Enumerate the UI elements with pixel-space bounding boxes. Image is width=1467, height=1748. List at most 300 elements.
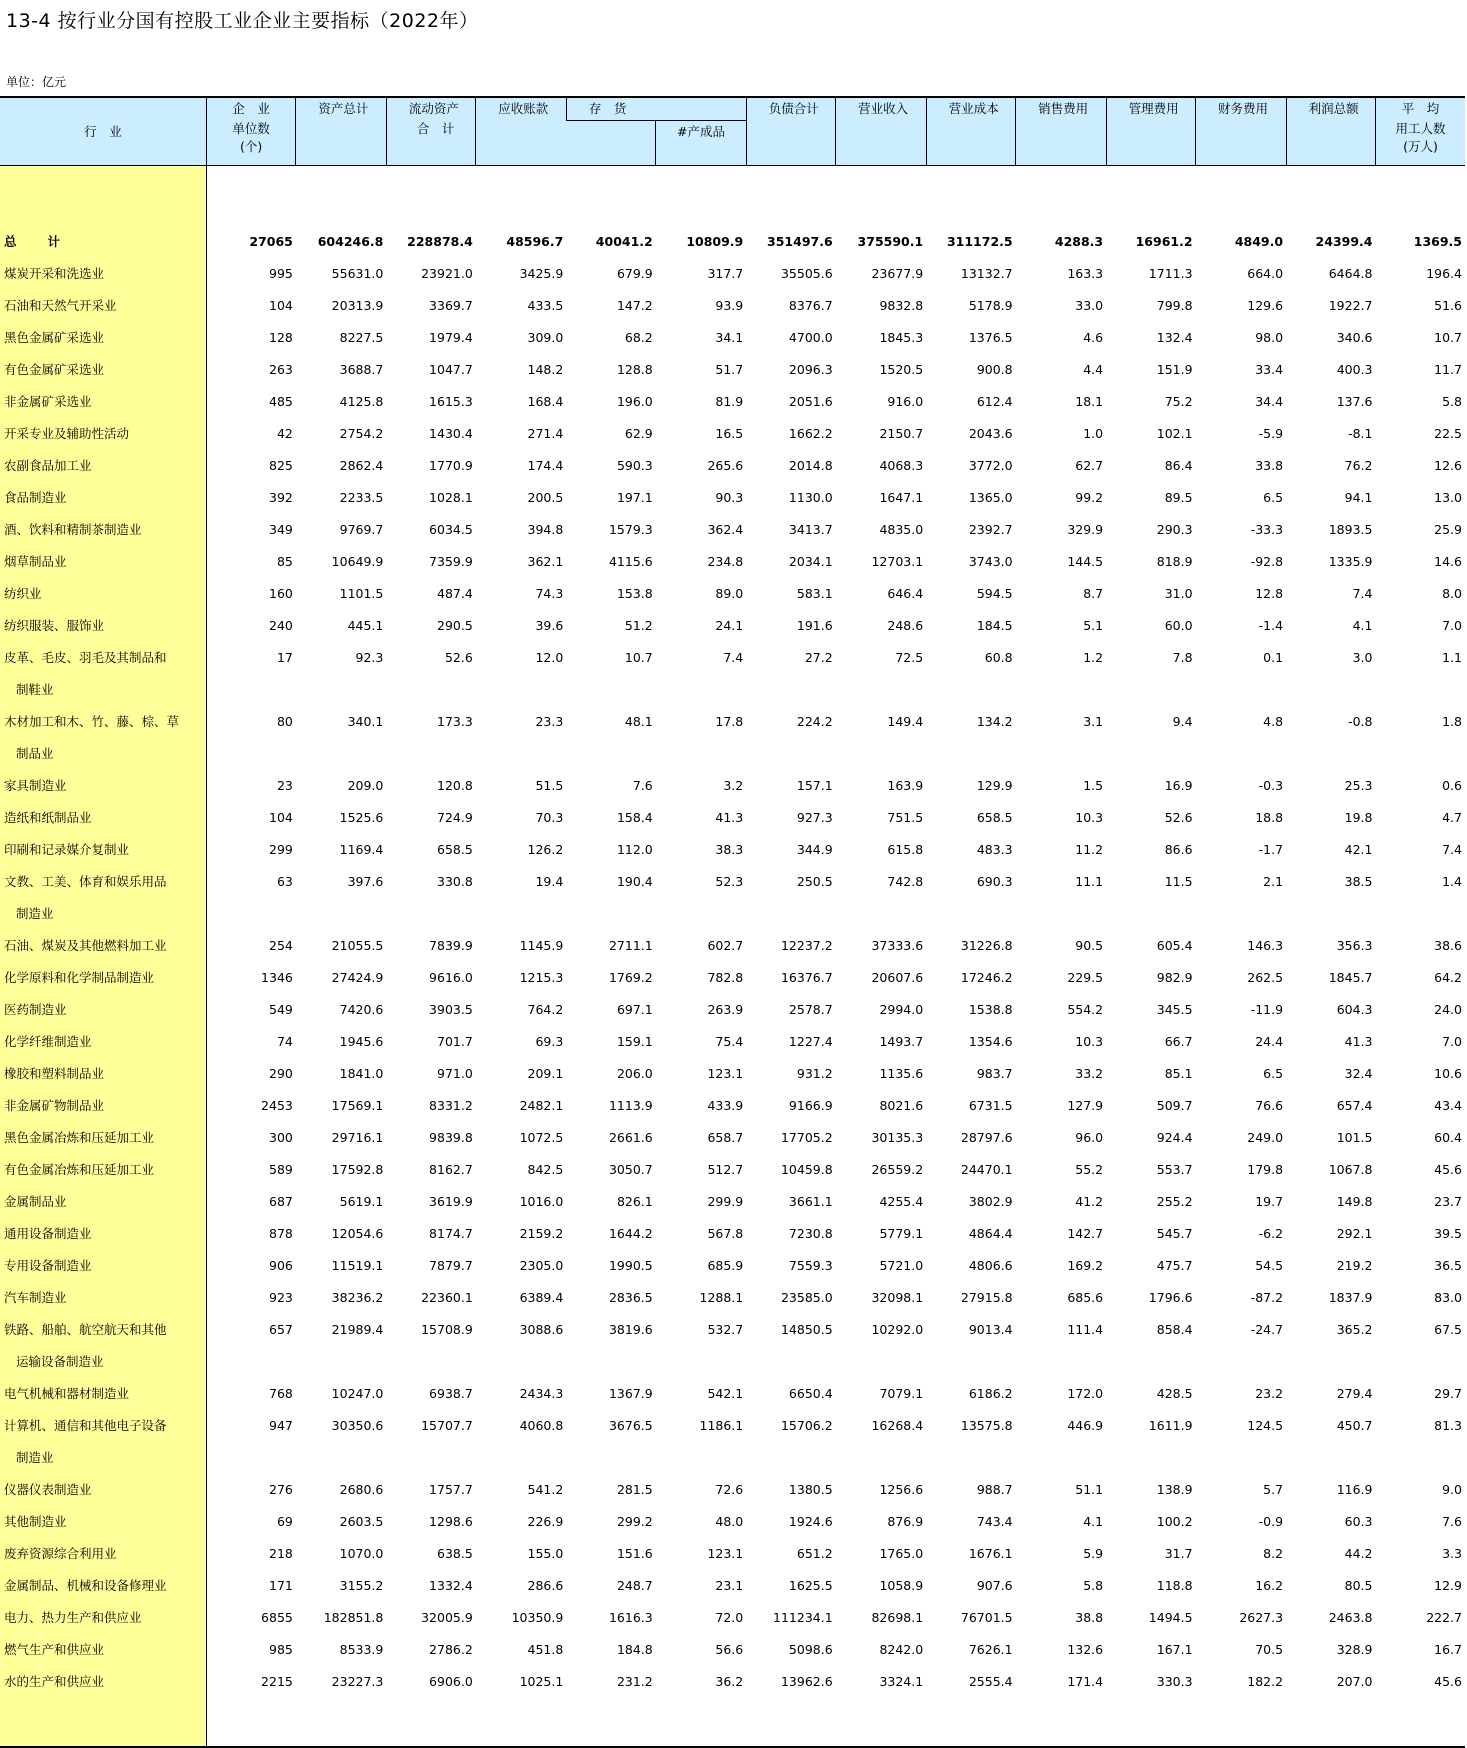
table-cell: 2051.6 [788,394,833,409]
table-cell: 191.6 [796,618,833,633]
table-cell: 1288.1 [699,1290,744,1305]
table-cell: 9013.4 [968,1322,1013,1337]
table-cell: 39.6 [535,618,564,633]
table-cell: 764.2 [527,1002,564,1017]
header-cost: 营业成本 [926,97,1015,166]
table-cell: 19.7 [1255,1194,1284,1209]
table-cell: 697.1 [616,1002,653,1017]
industry-name: 计算机、通信和其他电子设备 [0,1410,206,1442]
table-cell: 190.4 [616,874,653,889]
table-cell: 7.4 [723,650,744,665]
table-cell: 8162.7 [429,1162,473,1177]
table-cell: 340.6 [1336,330,1373,345]
table-cell: 5619.1 [339,1194,384,1209]
table-row [0,386,1465,418]
table-cell: 7.6 [1442,1514,1462,1529]
table-cell: 126.2 [527,842,564,857]
table-cell: 19.8 [1344,810,1373,825]
table-cell: 7.6 [632,778,653,793]
table-cell: 6650.4 [788,1386,833,1401]
table-cell: 52.6 [1164,810,1193,825]
table-cell: 15707.7 [421,1418,473,1433]
table-cell: 1765.0 [879,1546,924,1561]
table-cell: 2014.8 [788,458,833,473]
table-cell: 658.7 [707,1130,744,1145]
table-cell: 7.0 [1442,618,1462,633]
table-cell: 1298.6 [429,1514,473,1529]
table-header [0,97,1465,166]
table-cell: 28797.6 [960,1130,1013,1145]
table-cell: 317.7 [707,266,744,281]
table-cell: 255.2 [1156,1194,1193,1209]
table-cell: 69 [276,1514,293,1529]
table-cell: 1770.9 [429,458,473,473]
industry-name: 化学原料和化学制品制造业 [0,962,206,994]
table-cell: 13132.7 [960,266,1013,281]
table-row [0,802,1465,834]
table-cell: 2463.8 [1328,1610,1373,1625]
table-cell: 1662.2 [788,426,833,441]
table-cell: 685.6 [1067,1290,1104,1305]
industry-name: 医药制造业 [0,994,206,1026]
header-liabilities: 负债合计 [746,97,835,166]
table-cell: 553.7 [1156,1162,1193,1177]
table-cell: 7359.9 [429,554,473,569]
table-cell: 1058.9 [879,1578,924,1593]
table-cell: 263 [269,362,293,377]
table-cell: 23.7 [1434,1194,1462,1209]
table-cell: 163.9 [887,778,924,793]
table-cell: 657.4 [1336,1098,1373,1113]
table-cell: 116.9 [1336,1482,1373,1497]
table-cell: 602.7 [707,938,744,953]
table-cell: 9839.8 [429,1130,473,1145]
table-cell: 1841.0 [339,1066,384,1081]
table-cell: 985 [269,1642,293,1657]
table-cell: 40041.2 [595,234,653,249]
table-cell: 1520.5 [879,362,924,377]
table-cell: 56.6 [715,1642,744,1657]
table-cell: 1047.7 [429,362,473,377]
table-cell: 311172.5 [946,234,1013,249]
table-cell: 132.4 [1156,330,1193,345]
table-cell: 6731.5 [968,1098,1013,1113]
table-cell: 286.6 [527,1578,564,1593]
table-cell: 16.9 [1164,778,1193,793]
table-cell: 826.1 [616,1194,653,1209]
industry-name: 黑色金属矿采选业 [0,322,206,354]
table-cell: 8.2 [1263,1546,1284,1561]
table-cell: 60.3 [1344,1514,1373,1529]
table-cell: 6.5 [1263,490,1284,505]
table-cell: 127.9 [1067,1098,1104,1113]
industry-name: 电力、热力生产和供应业 [0,1602,206,1634]
table-cell: 916.0 [887,394,924,409]
header-current-assets: 流动资产 合 计 [386,97,475,166]
table-cell: 51.2 [624,618,653,633]
table-cell: 74 [276,1034,293,1049]
table-cell: 30350.6 [331,1418,384,1433]
table-cell: 1227.4 [788,1034,833,1049]
table-cell: 4.7 [1442,810,1462,825]
table-cell: 4849.0 [1234,234,1284,249]
industry-name: 纺织服装、服饰业 [0,610,206,642]
industry-name-continuation: 制鞋业 [0,674,206,706]
table-cell: 1625.5 [788,1578,833,1593]
table-cell: 5779.1 [879,1226,924,1241]
table-cell: 16961.2 [1135,234,1193,249]
industry-name: 金属制品、机械和设备修理业 [0,1570,206,1602]
table-cell: 428.5 [1156,1386,1193,1401]
industry-name-continuation: 制品业 [0,738,206,770]
table-cell: 11.7 [1434,362,1462,377]
industry-name: 木材加工和木、竹、藤、棕、草 [0,706,206,738]
table-cell: 9832.8 [879,298,924,313]
table-cell: 169.2 [1067,1258,1104,1273]
table-cell: -0.3 [1258,778,1284,793]
table-cell: 231.2 [616,1674,653,1689]
table-cell: 92.3 [355,650,384,665]
table-cell: 988.7 [976,1482,1013,1497]
table-cell: 90.3 [715,490,744,505]
table-cell: 35505.6 [780,266,833,281]
table-cell: 4700.0 [788,330,833,345]
table-cell: 48.1 [624,714,653,729]
table-cell: 271.4 [527,426,564,441]
industry-name: 金属制品业 [0,1186,206,1218]
table-cell: 160 [269,586,293,601]
table-cell: 450.7 [1336,1418,1373,1433]
table-cell: 5.1 [1083,618,1104,633]
table-row-continuation [0,674,1465,706]
table-cell: 615.8 [887,842,924,857]
industry-name: 印刷和记录媒介复制业 [0,834,206,866]
table-title: 13-4 按行业分国有控股工业企业主要指标（2022年） [6,10,479,32]
table-cell: 171.4 [1067,1674,1104,1689]
table-cell: 7.8 [1172,650,1193,665]
table-cell: 16376.7 [780,970,833,985]
table-cell: 24.4 [1255,1034,1284,1049]
table-cell: 27915.8 [960,1290,1013,1305]
table-cell: 249.0 [1247,1130,1284,1145]
industry-name: 石油和天然气开采业 [0,290,206,322]
table-cell: 1346 [261,970,293,985]
table-cell: 7839.9 [429,938,473,953]
table-cell: 42.1 [1344,842,1373,857]
table-row [0,770,1465,802]
table-row [0,1186,1465,1218]
table-cell: 41.2 [1075,1194,1104,1209]
table-cell: 1676.1 [968,1546,1013,1561]
table-cell: 330.8 [437,874,473,889]
table-cell: 6906.0 [429,1674,473,1689]
table-cell: 45.6 [1434,1162,1462,1177]
table-cell: 12.8 [1255,586,1284,601]
table-cell: 6464.8 [1328,266,1373,281]
table-cell: 2836.5 [608,1290,653,1305]
table-cell: 4.6 [1083,330,1104,345]
table-cell: 104 [269,810,293,825]
table-cell: 1135.6 [879,1066,924,1081]
table-row-continuation [0,898,1465,930]
industry-name: 燃气生产和供应业 [0,1634,206,1666]
table-cell: 63 [276,874,293,889]
table-cell: 679.9 [616,266,653,281]
table-cell: 129.6 [1247,298,1284,313]
table-cell: 1430.4 [429,426,473,441]
table-cell: 30135.3 [871,1130,924,1145]
table-cell: 982.9 [1156,970,1193,985]
table-cell: 39.5 [1434,1226,1462,1241]
table-cell: 3413.7 [788,522,833,537]
table-cell: 300 [269,1130,293,1145]
table-row [0,1666,1465,1698]
table-cell: 123.1 [707,1546,744,1561]
table-cell: 6389.4 [519,1290,564,1305]
table-row [0,1122,1465,1154]
table-cell: 1538.8 [968,1002,1013,1017]
table-cell: 651.2 [796,1546,833,1561]
table-cell: 222.7 [1426,1610,1462,1625]
table-cell: 8021.6 [879,1098,924,1113]
table-cell: 532.7 [707,1322,744,1337]
industry-name: 黑色金属冶炼和压延加工业 [0,1122,206,1154]
table-cell: 1380.5 [788,1482,833,1497]
table-cell: 276 [269,1482,293,1497]
table-cell: 742.8 [887,874,924,889]
table-cell: 151.6 [616,1546,653,1561]
industry-name: 文教、工美、体育和娱乐用品 [0,866,206,898]
table-cell: 446.9 [1067,1418,1104,1433]
table-cell: 4068.3 [879,458,924,473]
table-cell: 2555.4 [968,1674,1013,1689]
table-cell: 1072.5 [519,1130,564,1145]
table-cell: 549 [269,1002,293,1017]
table-cell: 4806.6 [968,1258,1013,1273]
table-cell: 12703.1 [871,554,924,569]
table-cell: 75.4 [715,1034,744,1049]
table-cell: 3802.9 [968,1194,1013,1209]
table-cell: 1101.5 [339,586,384,601]
industry-name: 电气机械和器材制造业 [0,1378,206,1410]
table-cell: 7230.8 [788,1226,833,1241]
table-cell: 3688.7 [339,362,384,377]
table-cell: 159.1 [616,1034,653,1049]
table-cell: 701.7 [437,1034,473,1049]
table-cell: 1067.8 [1328,1162,1373,1177]
header-enterprises: 企 业 单位数 (个) [206,97,295,166]
table-cell: 179.8 [1247,1162,1284,1177]
industry-name: 其他制造业 [0,1506,206,1538]
table-row [0,322,1465,354]
table-cell: 7.4 [1442,842,1462,857]
table-cell: 365.2 [1336,1322,1373,1337]
table-cell: 605.4 [1156,938,1193,953]
table-cell: 1990.5 [608,1258,653,1273]
table-cell: 923 [269,1290,293,1305]
table-cell: 22360.1 [421,1290,473,1305]
header-total-assets: 资产总计 [296,97,387,166]
table-cell: 451.8 [527,1642,564,1657]
table-cell: 2150.7 [879,426,924,441]
table-cell: 149.8 [1336,1194,1373,1209]
table-cell: 33.4 [1255,362,1284,377]
table-cell: 86.6 [1164,842,1193,857]
table-cell: 206.0 [616,1066,653,1081]
table-cell: 1.1 [1442,650,1462,665]
table-cell: 3.2 [723,778,744,793]
industry-name: 农副食品加工业 [0,450,206,482]
table-cell: 5721.0 [879,1258,924,1273]
table-cell: 2043.6 [968,426,1013,441]
table-cell: 14850.5 [780,1322,833,1337]
table-cell: 394.8 [527,522,564,537]
table-cell: 0.6 [1442,778,1462,793]
table-cell: 7079.1 [879,1386,924,1401]
table-cell: 5.8 [1083,1578,1104,1593]
table-cell: 1.0 [1083,426,1104,441]
table-cell: 1130.0 [788,490,833,505]
table-cell: 146.3 [1247,938,1284,953]
table-cell: 207.0 [1336,1674,1373,1689]
table-cell: 340.1 [347,714,384,729]
table-cell: 52.6 [444,650,473,665]
table-cell: 375590.1 [857,234,924,249]
total-row [0,226,1465,258]
table-cell: 589 [269,1162,293,1177]
industry-name: 造纸和纸制品业 [0,802,206,834]
table-cell: 120.8 [437,778,473,793]
table-cell: 11.5 [1164,874,1193,889]
table-cell: 9.4 [1172,714,1193,729]
table-cell: 2434.3 [519,1386,564,1401]
table-cell: 163.3 [1067,266,1104,281]
table-cell: 98.0 [1255,330,1284,345]
header-admin-expense: 管理费用 [1106,97,1195,166]
table-cell: 658.5 [976,810,1013,825]
table-cell: 1369.5 [1413,234,1462,249]
table-cell: 1494.5 [1148,1610,1193,1625]
table-cell: 20313.9 [331,298,384,313]
table-cell: 842.5 [527,1162,564,1177]
table-cell: 487.4 [437,586,473,601]
table-row [0,1474,1465,1506]
table-cell: 1796.6 [1148,1290,1193,1305]
table-cell: 1256.6 [879,1482,924,1497]
table-cell: 1113.9 [608,1098,653,1113]
table-cell: 1922.7 [1328,298,1373,313]
table-cell: 3743.0 [968,554,1013,569]
table-cell: 22.5 [1434,426,1462,441]
table-cell: 995 [269,266,293,281]
industry-name: 废弃资源综合利用业 [0,1538,206,1570]
table-cell: 27424.9 [331,970,384,985]
table-cell: 2680.6 [339,1482,384,1497]
industry-name: 铁路、船舶、航空航天和其他 [0,1314,206,1346]
table-cell: 60.4 [1434,1130,1462,1145]
table-cell: 4125.8 [339,394,384,409]
table-cell: 89.0 [715,586,744,601]
table-row [0,546,1465,578]
table-cell: 3819.6 [608,1322,653,1337]
table-cell: 137.6 [1336,394,1373,409]
industry-name: 橡胶和塑料制品业 [0,1058,206,1090]
table-cell: 32.4 [1344,1066,1373,1081]
table-row [0,578,1465,610]
industry-name-continuation: 运输设备制造业 [0,1346,206,1378]
table-cell: 94.1 [1344,490,1373,505]
industry-name: 水的生产和供应业 [0,1666,206,1698]
table-cell: 299.2 [616,1514,653,1529]
table-row [0,706,1465,738]
table-cell: 1579.3 [608,522,653,537]
table-cell: 16268.4 [871,1418,924,1433]
table-cell: 52.3 [715,874,744,889]
table-cell: 279.4 [1336,1386,1373,1401]
header-inventory: 存 货 [566,97,655,121]
industry-name: 化学纤维制造业 [0,1026,206,1058]
table-cell: 2392.7 [968,522,1013,537]
table-cell: 330.3 [1156,1674,1193,1689]
table-cell: 200.5 [527,490,564,505]
industry-name-continuation: 制造业 [0,898,206,930]
table-row [0,1218,1465,1250]
table-cell: 10.3 [1075,810,1104,825]
industry-name: 有色金属冶炼和压延加工业 [0,1154,206,1186]
header-finance-expense: 财务费用 [1196,97,1287,166]
table-cell: -87.2 [1250,1290,1284,1305]
table-row [0,1282,1465,1314]
table-cell: 68.2 [624,330,653,345]
table-cell: 25.3 [1344,778,1373,793]
table-row [0,642,1465,674]
table-cell: 51.6 [1434,298,1462,313]
table-cell: 11519.1 [331,1258,384,1273]
table-cell: 858.4 [1156,1322,1193,1337]
table-cell: 171 [269,1578,293,1593]
table-cell: 1711.3 [1148,266,1193,281]
table-cell: 148.2 [527,362,564,377]
table-cell: 66.7 [1164,1034,1193,1049]
table-cell: 23585.0 [780,1290,833,1305]
table-cell: 2.1 [1263,874,1284,889]
table-cell: 224.2 [796,714,833,729]
table-cell: 3.3 [1442,1546,1462,1561]
table-cell: 226.9 [527,1514,564,1529]
table-cell: 687 [269,1194,293,1209]
table-cell: 38.5 [1344,874,1373,889]
table-row-continuation [0,738,1465,770]
table-row [0,1314,1465,1346]
table-cell: 27065 [249,234,293,249]
table-cell: 83.0 [1434,1290,1462,1305]
table-cell: 2627.3 [1239,1610,1284,1625]
header-gap-row [0,166,1465,227]
table-cell: 21989.4 [331,1322,384,1337]
table-cell: 26559.2 [871,1162,924,1177]
table-cell: 658.5 [437,842,473,857]
table-cell: 10.6 [1434,1066,1462,1081]
table-cell: -11.9 [1250,1002,1284,1017]
table-cell: 281.5 [616,1482,653,1497]
table-cell: 4255.4 [879,1194,924,1209]
industry-name: 皮革、毛皮、羽毛及其制品和 [0,642,206,674]
table-cell: 23.3 [535,714,564,729]
table-cell: 1.4 [1442,874,1462,889]
table-cell: -1.7 [1258,842,1284,857]
table-cell: 10.3 [1075,1034,1104,1049]
table-cell: 3324.1 [879,1674,924,1689]
